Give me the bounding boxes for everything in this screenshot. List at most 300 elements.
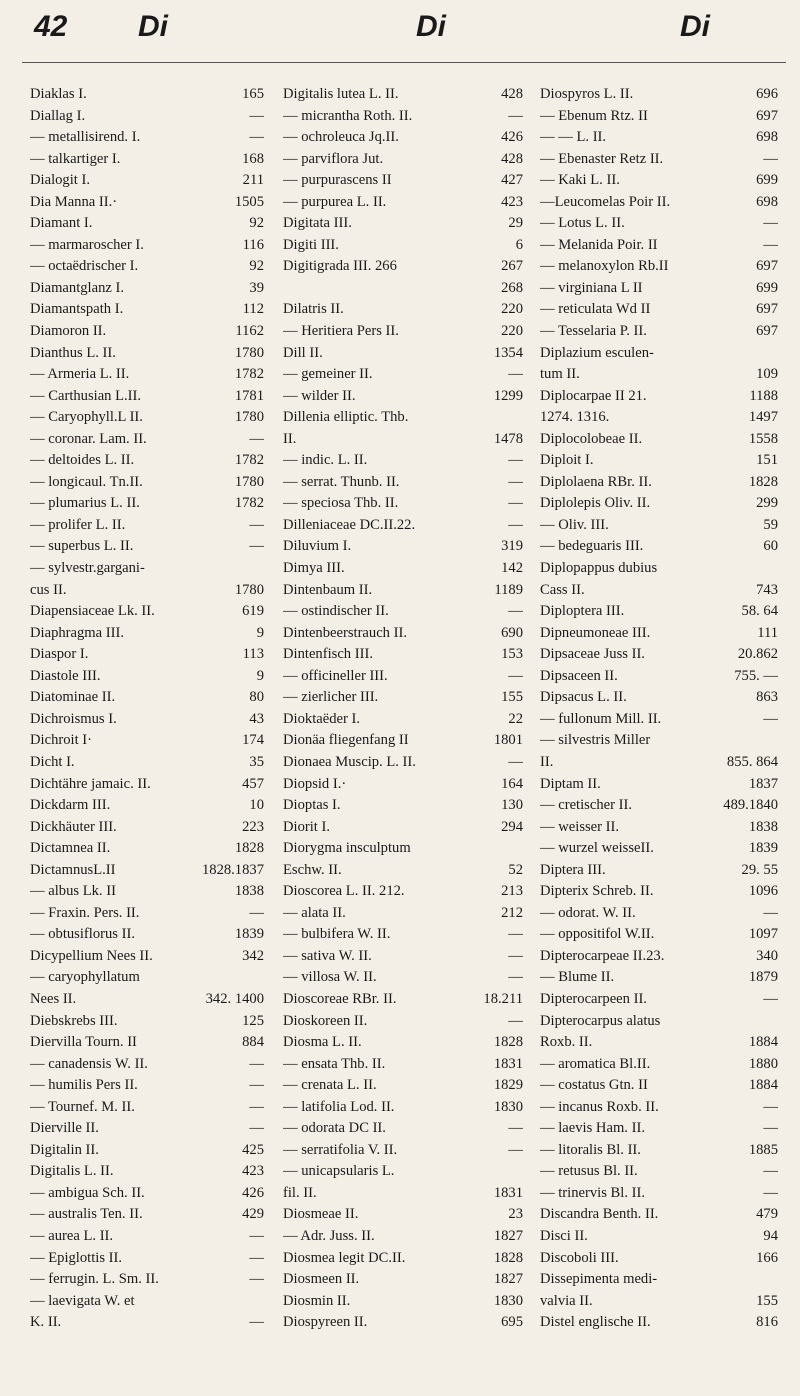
- entry-page-ref: 166: [756, 1249, 778, 1266]
- entry-term: — melanoxylon Rb.II: [540, 258, 669, 275]
- entry-term: Digitigrada III. 266: [283, 258, 397, 275]
- index-entry: [30, 967, 264, 989]
- entry-term: — Melanida Poir. II: [540, 236, 658, 253]
- index-entry: [540, 623, 778, 645]
- index-entry: [30, 192, 264, 214]
- entry-page-ref: 1780: [234, 344, 264, 361]
- entry-term: Dissepimenta medi-: [540, 1271, 658, 1288]
- entry-page-ref: 884: [242, 1034, 264, 1051]
- index-entry: [283, 1312, 523, 1334]
- index-entry: [30, 536, 264, 558]
- entry-page-ref: —: [249, 1098, 264, 1115]
- index-entry: [540, 386, 778, 408]
- entry-page-ref: 1830: [493, 1292, 523, 1309]
- entry-term: — villosa W. II.: [283, 969, 377, 986]
- entry-page-ref: 299: [756, 495, 778, 512]
- index-entry: [283, 536, 523, 558]
- entry-page-ref: 58. 64: [741, 603, 778, 620]
- entry-page-ref: 267: [501, 258, 523, 275]
- entry-term: — zierlicher III.: [283, 689, 379, 706]
- entry-term: Dionäa fliegenfang II: [283, 732, 409, 749]
- entry-term: Dickdarm III.: [30, 797, 111, 814]
- entry-page-ref: 1354: [493, 344, 523, 361]
- entry-page-ref: 94: [763, 1227, 778, 1244]
- entry-term: — crenata L. II.: [283, 1077, 377, 1094]
- index-entry: [283, 601, 523, 623]
- index-entry: [283, 170, 523, 192]
- entry-page-ref: —: [763, 150, 778, 167]
- entry-page-ref: 29. 55: [741, 861, 778, 878]
- entry-page-ref: 425: [242, 1141, 264, 1158]
- entry-term: — serrat. Thunb. II.: [283, 473, 400, 490]
- index-entry: [30, 429, 264, 451]
- entry-term: — Adr. Juss. II.: [283, 1227, 375, 1244]
- index-entry: [540, 774, 778, 796]
- entry-page-ref: 1782: [234, 366, 264, 383]
- index-entry: [30, 407, 264, 429]
- entry-page-ref: 1829: [493, 1077, 523, 1094]
- index-entry: [540, 256, 778, 278]
- entry-term: Dipneumoneae III.: [540, 624, 651, 641]
- entry-page-ref: 1880: [748, 1055, 778, 1072]
- entry-term: Diptera III.: [540, 861, 606, 878]
- entry-term: Discandra Benth. II.: [540, 1206, 659, 1223]
- entry-term: Dialogit I.: [30, 172, 90, 189]
- entry-term: — humilis Pers II.: [30, 1077, 138, 1094]
- entry-term: — — L. II.: [540, 129, 607, 146]
- entry-page-ref: 426: [242, 1184, 264, 1201]
- entry-term: — Epiglottis II.: [30, 1249, 123, 1266]
- entry-page-ref: 213: [501, 883, 523, 900]
- entry-term: — albus Lk. II: [30, 883, 116, 900]
- index-entry: [30, 687, 264, 709]
- entry-page-ref: —: [249, 538, 264, 555]
- index-entry: [30, 1161, 264, 1183]
- entry-term: Diploit I.: [540, 452, 594, 469]
- entry-term: — ambigua Sch. II.: [30, 1184, 145, 1201]
- entry-page-ref: —: [763, 215, 778, 232]
- entry-term: Dioptas I.: [283, 797, 341, 814]
- entry-page-ref: 1782: [234, 495, 264, 512]
- index-entry: [540, 1032, 778, 1054]
- index-entry: [540, 687, 778, 709]
- entry-term: — Armeria L. II.: [30, 366, 130, 383]
- entry-page-ref: 1830: [493, 1098, 523, 1115]
- index-entry: [540, 709, 778, 731]
- entry-page-ref: 342. 1400: [205, 990, 264, 1007]
- entry-page-ref: 9: [256, 624, 264, 641]
- index-entry: [283, 515, 523, 537]
- entry-term: Digitalin II.: [30, 1141, 99, 1158]
- entry-term: — Heritiera Pers II.: [283, 323, 399, 340]
- index-entry: [540, 84, 778, 106]
- entry-term: Diopsid I.·: [283, 775, 347, 792]
- index-entry: [30, 881, 264, 903]
- entry-term: Diplolaena RBr. II.: [540, 473, 652, 490]
- entry-page-ref: —: [763, 1184, 778, 1201]
- entry-term: — retusus Bl. II.: [540, 1163, 638, 1180]
- entry-page-ref: 1828: [234, 840, 264, 857]
- entry-page-ref: 1097: [748, 926, 778, 943]
- running-head-center: Di: [416, 10, 446, 43]
- entry-term: — aurea L. II.: [30, 1227, 114, 1244]
- index-entry: [283, 924, 523, 946]
- entry-term: Dillenia elliptic. Thb.: [283, 409, 409, 426]
- entry-page-ref: 423: [242, 1163, 264, 1180]
- index-entry: [30, 256, 264, 278]
- index-entry: [30, 1011, 264, 1033]
- entry-page-ref: 1827: [493, 1227, 523, 1244]
- index-entry: [283, 106, 523, 128]
- index-entry: [283, 1248, 523, 1270]
- entry-page-ref: 212: [501, 904, 523, 921]
- index-entry: [540, 752, 778, 774]
- index-entry: [30, 364, 264, 386]
- index-entry: [540, 106, 778, 128]
- entry-page-ref: 9: [256, 667, 264, 684]
- entry-page-ref: 457: [242, 775, 264, 792]
- entry-term: Dictamnea II.: [30, 840, 111, 857]
- entry-term: Diamoron II.: [30, 323, 107, 340]
- entry-term: Diplazium esculen-: [540, 344, 654, 361]
- entry-page-ref: 29: [508, 215, 523, 232]
- entry-term: — talkartiger I.: [30, 150, 121, 167]
- entry-term: Dipterocarpus alatus: [540, 1012, 661, 1029]
- index-entry: [30, 558, 264, 580]
- index-entry: [283, 989, 523, 1011]
- entry-term: Diosmeen II.: [283, 1271, 360, 1288]
- index-entry: [30, 213, 264, 235]
- entry-page-ref: 113: [242, 646, 264, 663]
- index-entry: [30, 644, 264, 666]
- index-entry: [540, 730, 778, 752]
- entry-page-ref: 426: [501, 129, 523, 146]
- entry-term: Disci II.: [540, 1227, 588, 1244]
- entry-page-ref: 1828: [493, 1249, 523, 1266]
- entry-page-ref: 211: [242, 172, 264, 189]
- entry-page-ref: 690: [501, 624, 523, 641]
- entry-term: Dipterix Schreb. II.: [540, 883, 654, 900]
- entry-term: Dichtähre jamaic. II.: [30, 775, 151, 792]
- index-entry: [283, 1011, 523, 1033]
- entry-term: — Blume II.: [540, 969, 615, 986]
- index-entry: [30, 106, 264, 128]
- index-entry: [283, 429, 523, 451]
- entry-page-ref: 863: [756, 689, 778, 706]
- entry-term: Diploptera III.: [540, 603, 625, 620]
- index-entry: [540, 795, 778, 817]
- entry-term: — sylvestr.gargani-: [30, 560, 145, 577]
- entry-page-ref: 43: [249, 710, 264, 727]
- index-entry: [283, 299, 523, 321]
- index-entry: [540, 1312, 778, 1334]
- entry-term: Distel englische II.: [540, 1314, 651, 1331]
- entry-page-ref: 1839: [234, 926, 264, 943]
- index-entry: [283, 946, 523, 968]
- entry-term: Diebskrebs III.: [30, 1012, 118, 1029]
- index-entry: [540, 601, 778, 623]
- index-entry: [540, 580, 778, 602]
- index-entry: [540, 170, 778, 192]
- entry-page-ref: 155: [756, 1292, 778, 1309]
- index-entry: [30, 84, 264, 106]
- entry-page-ref: —: [763, 904, 778, 921]
- index-entry: [30, 149, 264, 171]
- entry-term: — wurzel weisseII.: [540, 840, 654, 857]
- entry-page-ref: —: [508, 452, 523, 469]
- index-entry: [540, 644, 778, 666]
- index-entry: [283, 213, 523, 235]
- index-entry: [283, 472, 523, 494]
- index-entry: [283, 1226, 523, 1248]
- entry-term: — latifolia Lod. II.: [283, 1098, 395, 1115]
- running-head-right: Di: [680, 10, 710, 43]
- entry-term: — Ebenaster Retz II.: [540, 150, 664, 167]
- index-entry: [30, 601, 264, 623]
- entry-page-ref: 1189: [494, 581, 523, 598]
- entry-page-ref: 1478: [493, 430, 523, 447]
- entry-term: Cass II.: [540, 581, 585, 598]
- entry-term: —Leucomelas Poir II.: [540, 193, 671, 210]
- index-entry: [540, 881, 778, 903]
- entry-page-ref: 125: [242, 1012, 264, 1029]
- entry-page-ref: —: [249, 1314, 264, 1331]
- entry-term: — reticulata Wd II: [540, 301, 651, 318]
- entry-term: — laevigata W. et: [30, 1292, 135, 1309]
- entry-page-ref: 855. 864: [726, 753, 778, 770]
- index-entry: [540, 1183, 778, 1205]
- entry-term: Dintenbeerstrauch II.: [283, 624, 407, 641]
- entry-page-ref: 1884: [748, 1077, 778, 1094]
- index-entry: [283, 730, 523, 752]
- index-entry: [540, 1248, 778, 1270]
- index-entry: [30, 1097, 264, 1119]
- entry-term: — incanus Roxb. II.: [540, 1098, 659, 1115]
- index-entry: [540, 1011, 778, 1033]
- entry-page-ref: 1781: [234, 387, 264, 404]
- entry-term: Diosmea legit DC.II.: [283, 1249, 406, 1266]
- index-entry: [540, 1118, 778, 1140]
- entry-term: Diospyreen II.: [283, 1314, 368, 1331]
- index-entry: [540, 558, 778, 580]
- index-entry: [283, 558, 523, 580]
- entry-page-ref: 697: [756, 107, 778, 124]
- entry-term: — Carthusian L.II.: [30, 387, 142, 404]
- entry-page-ref: 319: [501, 538, 523, 555]
- entry-page-ref: 342: [242, 947, 264, 964]
- index-entry: [30, 1248, 264, 1270]
- index-entry: [283, 386, 523, 408]
- entry-term: — ferrugin. L. Sm. II.: [30, 1271, 159, 1288]
- index-entry: [283, 1269, 523, 1291]
- entry-term: — bedeguaris III.: [540, 538, 644, 555]
- entry-term: Diplocolobeae II.: [540, 430, 643, 447]
- entry-term: — sativa W. II.: [283, 947, 372, 964]
- entry-term: Dichroismus I.: [30, 710, 117, 727]
- entry-page-ref: 60: [763, 538, 778, 555]
- index-entry: [283, 687, 523, 709]
- entry-term: Diallag I.: [30, 107, 86, 124]
- index-entry: [30, 1226, 264, 1248]
- entry-page-ref: 155: [501, 689, 523, 706]
- entry-page-ref: 489.1840: [723, 797, 778, 814]
- entry-term: — superbus L. II.: [30, 538, 134, 555]
- index-entry: [30, 989, 264, 1011]
- index-entry: [283, 1118, 523, 1140]
- entry-page-ref: 151: [756, 452, 778, 469]
- entry-page-ref: —: [508, 603, 523, 620]
- index-entry: [283, 235, 523, 257]
- index-entry: [540, 838, 778, 860]
- entry-page-ref: 35: [249, 753, 264, 770]
- entry-page-ref: 1837: [748, 775, 778, 792]
- entry-page-ref: 696: [756, 86, 778, 102]
- entry-term: — officineller III.: [283, 667, 388, 684]
- entry-term: II.: [283, 430, 297, 447]
- entry-page-ref: 112: [242, 301, 264, 318]
- entry-term: cus II.: [30, 581, 67, 598]
- index-entry: [540, 860, 778, 882]
- entry-page-ref: —: [249, 129, 264, 146]
- index-entry: [30, 666, 264, 688]
- entry-page-ref: 1096: [748, 883, 778, 900]
- entry-term: — caryophyllatum: [30, 969, 140, 986]
- entry-term: Diorit I.: [283, 818, 331, 835]
- entry-page-ref: —: [249, 1120, 264, 1137]
- index-entry: [30, 1054, 264, 1076]
- entry-page-ref: 1780: [234, 581, 264, 598]
- entry-page-ref: 428: [501, 150, 523, 167]
- entry-page-ref: —: [249, 430, 264, 447]
- entry-page-ref: —: [763, 710, 778, 727]
- entry-page-ref: 153: [501, 646, 523, 663]
- index-entry: [283, 1204, 523, 1226]
- index-entry: [283, 84, 523, 106]
- entry-term: II.: [540, 753, 554, 770]
- entry-page-ref: 268: [501, 279, 523, 296]
- index-entry: [30, 860, 264, 882]
- entry-page-ref: 168: [242, 150, 264, 167]
- entry-term: — Tesselaria P. II.: [540, 323, 647, 340]
- index-entry: [540, 515, 778, 537]
- entry-page-ref: 697: [756, 258, 778, 275]
- entry-term: — australis Ten. II.: [30, 1206, 143, 1223]
- entry-term: Dipsacus L. II.: [540, 689, 627, 706]
- index-entry: [30, 903, 264, 925]
- entry-term: — costatus Gtn. II: [540, 1077, 648, 1094]
- entry-term: Dimya III.: [283, 560, 345, 577]
- index-entry: [540, 364, 778, 386]
- entry-page-ref: 755. —: [734, 667, 778, 684]
- entry-term: K. II.: [30, 1314, 62, 1331]
- index-entry: [283, 450, 523, 472]
- entry-term: Digitalis L. II.: [30, 1163, 114, 1180]
- entry-page-ref: 20.862: [737, 646, 778, 663]
- index-entry: [283, 860, 523, 882]
- entry-page-ref: 80: [249, 689, 264, 706]
- entry-page-ref: 340: [756, 947, 778, 964]
- entry-term: Dia Manna II.·: [30, 193, 118, 210]
- entry-term: Dioskoreen II.: [283, 1012, 368, 1029]
- entry-term: Diervilla Tourn. II: [30, 1034, 137, 1051]
- entry-term: Dintenbaum II.: [283, 581, 373, 598]
- entry-page-ref: —: [763, 990, 778, 1007]
- entry-term: Diaklas I.: [30, 86, 87, 102]
- entry-page-ref: 294: [501, 818, 523, 835]
- entry-page-ref: —: [763, 1120, 778, 1137]
- entry-term: — deltoides L. II.: [30, 452, 135, 469]
- index-entry: [283, 278, 523, 300]
- entry-page-ref: 6: [515, 236, 523, 253]
- entry-term: — ochroleuca Jq.II.: [283, 129, 399, 146]
- index-entry: [540, 1054, 778, 1076]
- entry-term: — Oliv. III.: [540, 516, 609, 533]
- index-entry: [30, 493, 264, 515]
- index-entry: [283, 343, 523, 365]
- index-entry: [540, 989, 778, 1011]
- entry-term: Digitata III.: [283, 215, 352, 232]
- entry-page-ref: —: [249, 1055, 264, 1072]
- entry-term: Diaphragma III.: [30, 624, 125, 641]
- entry-term: — prolifer L. II.: [30, 516, 126, 533]
- index-entry: [283, 1161, 523, 1183]
- entry-page-ref: —: [508, 926, 523, 943]
- entry-page-ref: 39: [249, 279, 264, 296]
- entry-page-ref: 220: [501, 301, 523, 318]
- entry-term: Dilleniaceae DC.II.22.: [283, 516, 416, 533]
- entry-term: Diplolepis Oliv. II.: [540, 495, 651, 512]
- index-entry: [30, 170, 264, 192]
- entry-page-ref: 130: [501, 797, 523, 814]
- entry-term: Dioscorea L. II. 212.: [283, 883, 405, 900]
- index-entry: [283, 623, 523, 645]
- entry-term: — trinervis Bl. II.: [540, 1184, 645, 1201]
- entry-term: Diplopappus dubius: [540, 560, 658, 577]
- entry-page-ref: 223: [242, 818, 264, 835]
- entry-page-ref: 10: [249, 797, 264, 814]
- entry-term: Roxb. II.: [540, 1034, 593, 1051]
- index-entry: [283, 321, 523, 343]
- entry-page-ref: 111: [757, 624, 778, 641]
- entry-term: Diosmin II.: [283, 1292, 351, 1309]
- entry-page-ref: —: [508, 947, 523, 964]
- entry-term: Dipsaceen II.: [540, 667, 618, 684]
- index-entry: [540, 1204, 778, 1226]
- entry-term: Diosmeae II.: [283, 1206, 359, 1223]
- entry-page-ref: 1299: [493, 387, 523, 404]
- entry-page-ref: —: [249, 1271, 264, 1288]
- entry-term: — serratifolia V. II.: [283, 1141, 398, 1158]
- index-entry: [540, 1269, 778, 1291]
- entry-page-ref: 743: [756, 581, 778, 598]
- index-entry: [30, 924, 264, 946]
- index-entry: [30, 795, 264, 817]
- entry-page-ref: 174: [242, 732, 264, 749]
- index-entry: [540, 493, 778, 515]
- entry-term: — unicapsularis L.: [283, 1163, 395, 1180]
- entry-term: — plumarius L. II.: [30, 495, 140, 512]
- entry-term: — oppositifol W.II.: [540, 926, 655, 943]
- entry-page-ref: 1879: [748, 969, 778, 986]
- index-entry: [30, 472, 264, 494]
- index-entry: [30, 1075, 264, 1097]
- index-entry: [540, 967, 778, 989]
- entry-page-ref: —: [508, 753, 523, 770]
- entry-page-ref: 699: [756, 172, 778, 189]
- index-entry: [283, 666, 523, 688]
- index-entry: [30, 730, 264, 752]
- entry-page-ref: 697: [756, 301, 778, 318]
